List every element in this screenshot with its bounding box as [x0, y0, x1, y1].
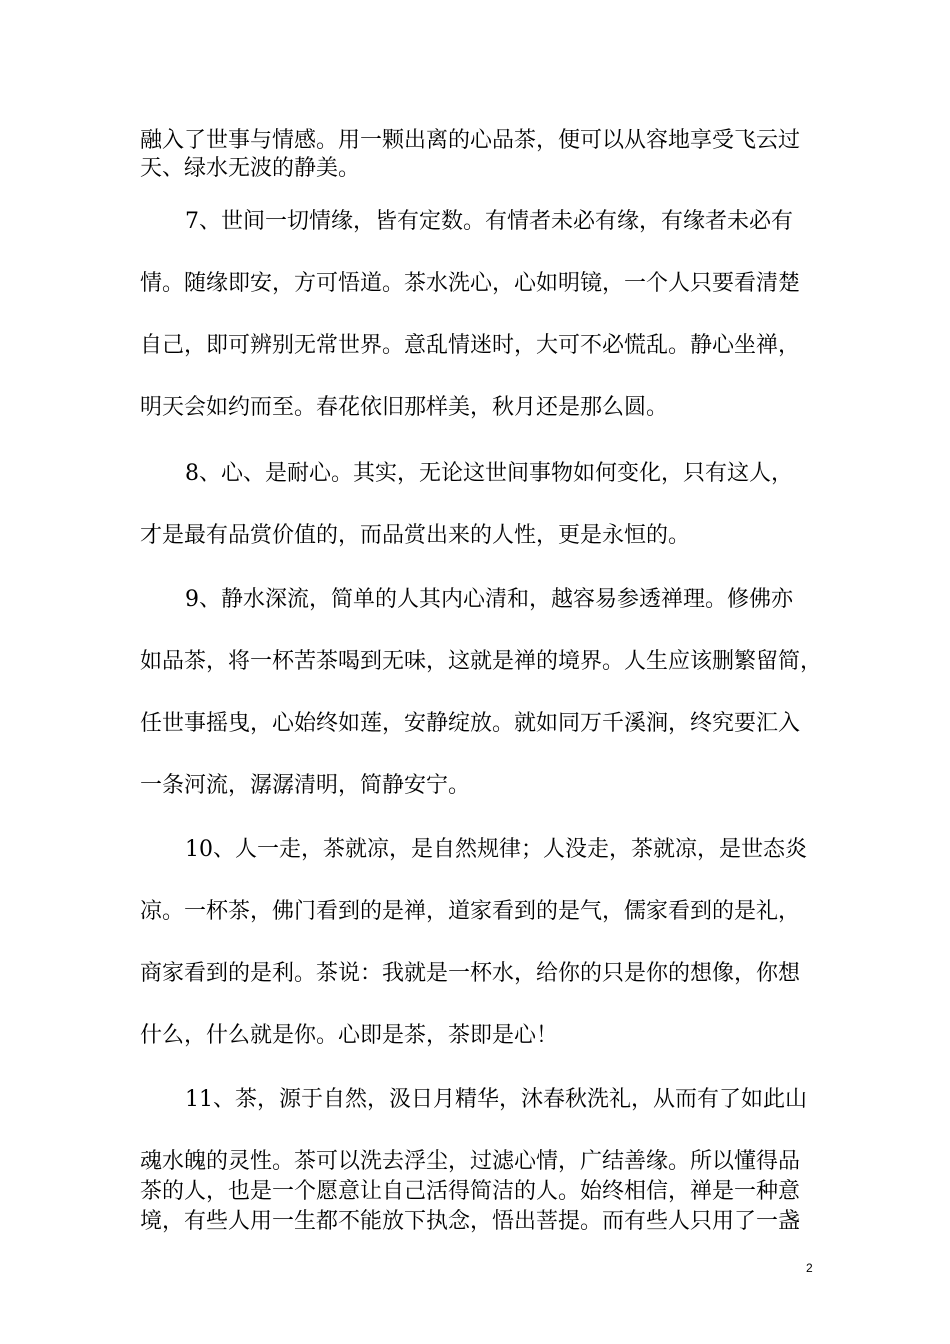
- paragraph-9-start: 9、静水深流，简单的人其内心清和，越容易参透禅理。修佛亦: [185, 587, 793, 612]
- text-line: 融入了世事与情感。用一颗出离的心品茶，便可以从容地享受飞云过: [140, 128, 801, 153]
- text-line: 任世事摇曳，心始终如莲，安静绽放。就如同万千溪涧，终究要汇入: [140, 711, 801, 736]
- text-line: 如品茶，将一杯苦茶喝到无味，这就是禅的境界。人生应该删繁留简，: [140, 649, 823, 674]
- paragraph-7-start: 7、世间一切情缘，皆有定数。有情者未必有缘，有缘者未必有: [185, 209, 793, 234]
- paragraph-10-start: 10、人一走，茶就凉，是自然规律；人没走，茶就凉，是世态炎: [185, 837, 807, 862]
- text-line: 才是最有品赏价值的，而品赏出来的人性，更是永恒的。: [140, 523, 691, 548]
- page-number: 2: [806, 1261, 813, 1275]
- text-line: 明天会如约而至。春花依旧那样美，秋月还是那么圆。: [140, 395, 669, 420]
- text-line: 商家看到的是利。茶说：我就是一杯水，给你的只是你的想像，你想: [140, 961, 801, 986]
- text-line: 自己，即可辨别无常世界。意乱情迷时，大可不必慌乱。静心坐禅，: [140, 333, 801, 358]
- text-line: 天、绿水无波的静美。: [140, 156, 361, 181]
- paragraph-8-start: 8、心、是耐心。其实，无论这世间事物如何变化，只有这人，: [185, 461, 793, 486]
- text-line: 境，有些人用一生都不能放下执念，悟出菩提。而有些人只用了一盏: [140, 1209, 801, 1234]
- text-line: 茶的人，也是一个愿意让自己活得简洁的人。始终相信，禅是一种意: [140, 1179, 801, 1204]
- text-line: 什么，什么就是你。心即是茶，茶即是心！: [140, 1023, 559, 1048]
- text-line: 凉。一杯茶，佛门看到的是禅，道家看到的是气，儒家看到的是礼，: [140, 899, 801, 924]
- text-line: 魂水魄的灵性。茶可以洗去浮尘，过滤心情，广结善缘。所以懂得品: [140, 1149, 801, 1174]
- text-line: 一条河流，潺潺清明，简静安宁。: [140, 773, 471, 798]
- text-line: 情。随缘即安，方可悟道。茶水洗心，心如明镜，一个人只要看清楚: [140, 271, 801, 296]
- paragraph-11-start: 11、茶，源于自然，汲日月精华，沐春秋洗礼，从而有了如此山: [185, 1087, 807, 1112]
